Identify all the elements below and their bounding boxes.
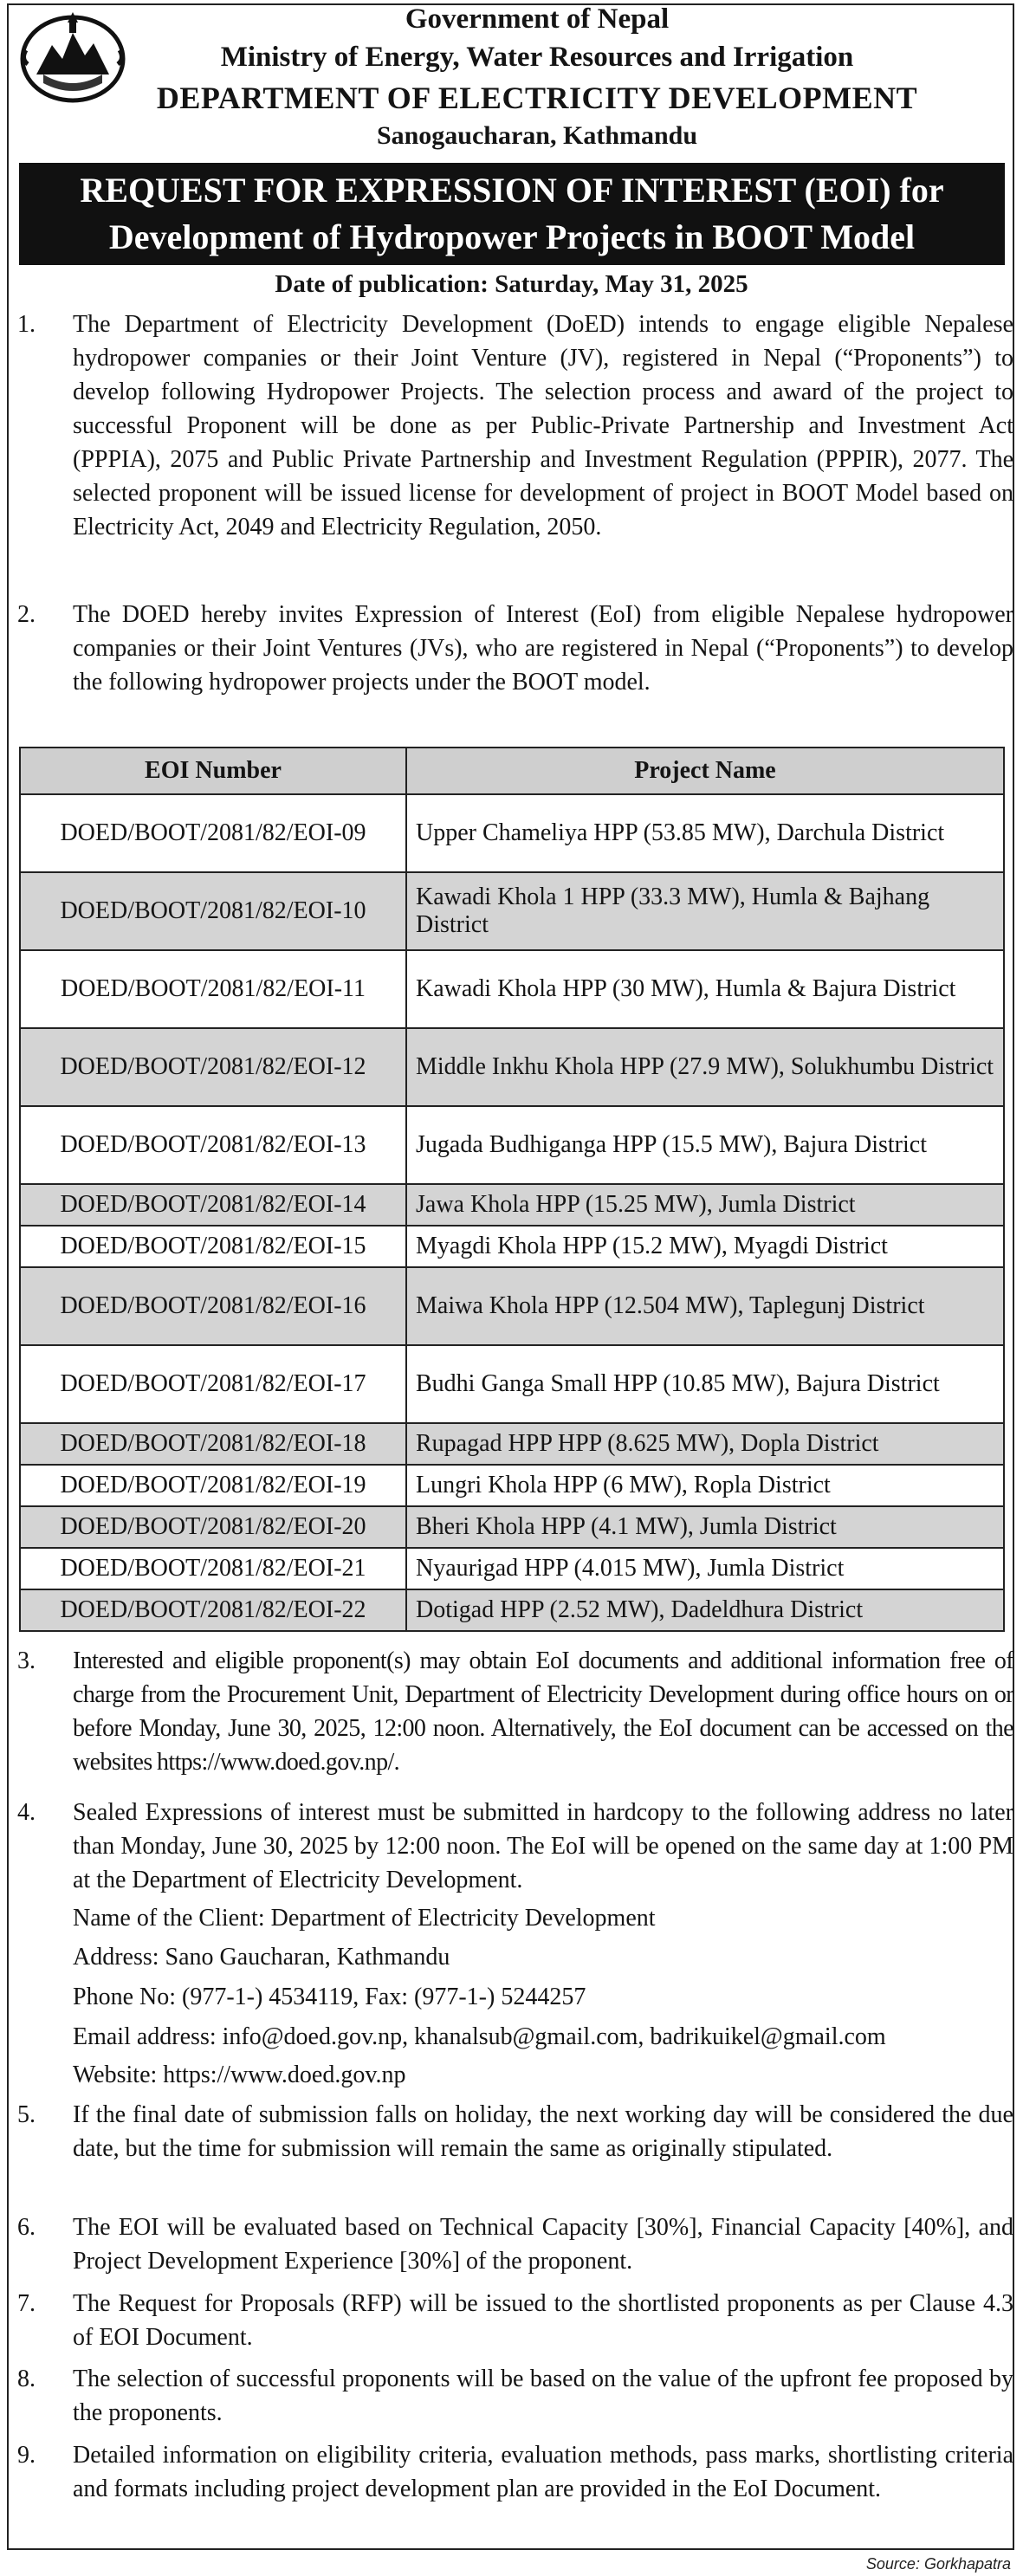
paragraph-4: [17, 1796, 1013, 1897]
notice-title-line2: Development of Hydropower Projects in BOOT Model: [108, 217, 916, 256]
eoi-number-cell: DOED/BOOT/2081/82/EOI-14: [20, 1184, 406, 1226]
nepal-emblem-icon: [17, 7, 128, 104]
project-name-cell: Rupagad HPP HPP (8.625 MW), Dopla District: [406, 1423, 1004, 1465]
eoi-number-cell: DOED/BOOT/2081/82/EOI-15: [20, 1226, 406, 1267]
paragraph-number: 3.: [17, 1647, 36, 1674]
table-row: [20, 1226, 1004, 1267]
column-header-eoi-number: EOI Number: [20, 748, 406, 794]
project-name-cell: Jugada Budhiganga HPP (15.5 MW), Bajura District: [406, 1106, 1004, 1184]
project-name-cell: Upper Chameliya HPP (53.85 MW), Darchula District: [406, 794, 1004, 872]
source-credit: Source: Gorkhapatra: [865, 2555, 1011, 2573]
project-name-cell: Budhi Ganga Small HPP (10.85 MW), Bajura District: [406, 1345, 1004, 1423]
table-row: [20, 1345, 1004, 1423]
paragraph-number: 7.: [17, 2290, 36, 2317]
paragraph-number: 6.: [17, 2214, 36, 2241]
table-row: [20, 794, 1004, 872]
project-name-cell: Nyaurigad HPP (4.015 MW), Jumla District: [406, 1548, 1004, 1589]
table-row: [20, 1589, 1004, 1631]
client-email: Email address: info@doed.gov.np, khanalsub@gmail.com, badrikuikel@gmail.com: [73, 2023, 886, 2050]
paragraph-3: [17, 1644, 1013, 1779]
table-row: [20, 1423, 1004, 1465]
table-row: [20, 1106, 1004, 1184]
location-heading: Sanogaucharan, Kathmandu: [376, 121, 698, 150]
project-name-cell: Maiwa Khola HPP (12.504 MW), Taplegunj District: [406, 1267, 1004, 1345]
eoi-number-cell: DOED/BOOT/2081/82/EOI-21: [20, 1548, 406, 1589]
eoi-number-cell: DOED/BOOT/2081/82/EOI-10: [20, 872, 406, 950]
paragraph-text: The DOED hereby invites Expression of Interest (EoI) from eligible Nepalese hydropower companies or their Joint Ventures (JVs), who are registered in Nepal (“Proponents”) to develop the following hydropower projects under the BOOT model.: [73, 601, 1013, 696]
department-heading: DEPARTMENT OF ELECTRICITY DEVELOPMENT: [156, 81, 918, 115]
client-phone: Phone No: (977-1-) 4534119, Fax: (977-1-) 5244257: [73, 1984, 586, 2010]
column-header-project-name: Project Name: [406, 748, 1004, 794]
project-name-cell: Kawadi Khola 1 HPP (33.3 MW), Humla & Bajhang District: [406, 872, 1004, 950]
paragraph-9: [17, 2438, 1013, 2506]
project-name-cell: Jawa Khola HPP (15.25 MW), Jumla District: [406, 1184, 1004, 1226]
project-name-cell: Middle Inkhu Khola HPP (27.9 MW), Solukhumbu District: [406, 1028, 1004, 1106]
project-name-cell: Dotigad HPP (2.52 MW), Dadeldhura District: [406, 1589, 1004, 1631]
eoi-number-cell: DOED/BOOT/2081/82/EOI-09: [20, 794, 406, 872]
table-row: [20, 1184, 1004, 1226]
eoi-number-cell: DOED/BOOT/2081/82/EOI-11: [20, 950, 406, 1028]
client-website: Website: https://www.doed.gov.np: [73, 2061, 406, 2088]
paragraph-1: [17, 307, 1013, 544]
paragraph-number: 4.: [17, 1799, 36, 1826]
eoi-number-cell: DOED/BOOT/2081/82/EOI-19: [20, 1465, 406, 1506]
paragraph-text: The selection of successful proponents will be based on the value of the upfront fee proposed by the proponents.: [73, 2366, 1013, 2426]
client-name: Name of the Client: Department of Electricity Development: [73, 1905, 656, 1932]
paragraph-text: The Department of Electricity Development (DoED) intends to engage eligible Nepalese hydropower companies or their Joint Venture (JV), registered in Nepal (“Proponents”) to develop following Hydropower Projects. The selection process and award of the project to successful Proponent will be done as per Public-Private Partnership and Investment Act (PPPIA), 2075 and Public Private Partnership and Investment Regulation (PPPIR), 2077. The selected proponent will be issued license for development of project in BOOT Model based on Electricity Act, 2049 and Electricity Regulation, 2050.: [73, 311, 1013, 540]
eoi-number-cell: DOED/BOOT/2081/82/EOI-17: [20, 1345, 406, 1423]
notice-title-banner: [19, 163, 1005, 265]
publication-date: Date of publication: Saturday, May 31, 2025: [275, 270, 748, 298]
table-row: [20, 1267, 1004, 1345]
paragraph-text: If the final date of submission falls on holiday, the next working day will be considered the due date, but the time for submission will remain the same as originally stipulated.: [73, 2101, 1013, 2162]
table-row: [20, 1028, 1004, 1106]
paragraph-number: 1.: [17, 311, 36, 338]
paragraph-7: [17, 2287, 1013, 2354]
paragraph-5: [17, 2098, 1013, 2165]
table-header-row: [20, 748, 1004, 794]
table-row: [20, 872, 1004, 950]
project-name-cell: Bheri Khola HPP (4.1 MW), Jumla District: [406, 1506, 1004, 1548]
table-row: [20, 1506, 1004, 1548]
government-heading: Government of Nepal: [405, 3, 670, 35]
paragraph-number: 8.: [17, 2366, 36, 2392]
paragraph-text: The Request for Proposals (RFP) will be issued to the shortlisted proponents as per Clause 4.3 of EOI Document.: [73, 2290, 1013, 2351]
paragraph-8: [17, 2362, 1013, 2430]
paragraph-text: Interested and eligible proponent(s) may obtain EoI documents and additional information free of charge from the Procurement Unit, Department of Electricity Development during office hours on or before Monday, June 30, 2025, 12:00 noon. Alternatively, the EoI document can be accessed on the websites https://www.doed.gov.np/.: [73, 1647, 1013, 1776]
eoi-number-cell: DOED/BOOT/2081/82/EOI-22: [20, 1589, 406, 1631]
paragraph-6: [17, 2210, 1013, 2278]
paragraph-number: 5.: [17, 2101, 36, 2128]
paragraph-text: Sealed Expressions of interest must be submitted in hardcopy to the following address no later than Monday, June 30, 2025 by 12:00 noon. The EoI will be opened on the same day at 1:00 PM at the Department of Electricity Development.: [73, 1799, 1013, 1893]
paragraph-text: The EOI will be evaluated based on Technical Capacity [30%], Financial Capacity [40%], and Project Development Experience [30%] of the proponent.: [73, 2214, 1013, 2275]
eoi-number-cell: DOED/BOOT/2081/82/EOI-18: [20, 1423, 406, 1465]
paragraph-2: [17, 598, 1013, 699]
project-name-cell: Kawadi Khola HPP (30 MW), Humla & Bajura District: [406, 950, 1004, 1028]
eoi-number-cell: DOED/BOOT/2081/82/EOI-20: [20, 1506, 406, 1548]
table-row: [20, 1465, 1004, 1506]
project-name-cell: Myagdi Khola HPP (15.2 MW), Myagdi District: [406, 1226, 1004, 1267]
client-address: Address: Sano Gaucharan, Kathmandu: [73, 1944, 450, 1971]
table-row: [20, 950, 1004, 1028]
eoi-number-cell: DOED/BOOT/2081/82/EOI-12: [20, 1028, 406, 1106]
paragraph-text: Detailed information on eligibility criteria, evaluation methods, pass marks, shortlisting criteria and formats including project development plan are provided in the EoI Document.: [73, 2442, 1013, 2502]
eoi-number-cell: DOED/BOOT/2081/82/EOI-13: [20, 1106, 406, 1184]
eoi-projects-table: [19, 747, 1005, 1632]
notice-title-line1: REQUEST FOR EXPRESSION OF INTEREST (EOI) for: [80, 171, 944, 210]
ministry-heading: Ministry of Energy, Water Resources and Irrigation: [220, 42, 854, 73]
table-row: [20, 1548, 1004, 1589]
paragraph-number: 2.: [17, 601, 36, 628]
project-name-cell: Lungri Khola HPP (6 MW), Ropla District: [406, 1465, 1004, 1506]
paragraph-number: 9.: [17, 2442, 36, 2469]
eoi-number-cell: DOED/BOOT/2081/82/EOI-16: [20, 1267, 406, 1345]
